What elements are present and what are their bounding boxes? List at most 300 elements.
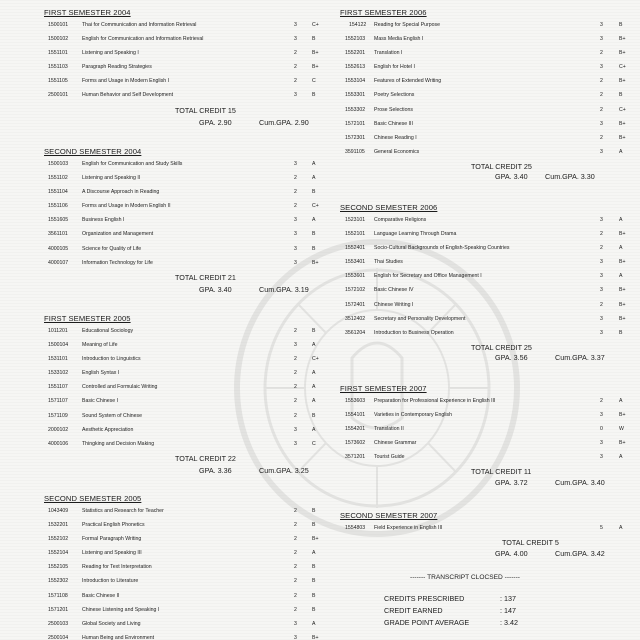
course-title: Chinese Reading I xyxy=(374,134,417,141)
course-title: Features of Extended Writing xyxy=(374,78,442,85)
course-credit: 2 xyxy=(600,301,603,308)
course-grade: A xyxy=(312,620,316,627)
course-grade: B xyxy=(619,92,623,99)
course-credit: 0 xyxy=(600,426,603,433)
course-title: Thai Studies xyxy=(374,259,403,266)
semester-block xyxy=(340,383,636,488)
course-grade: B xyxy=(312,328,316,334)
course-credit: 3 xyxy=(600,454,603,461)
course-grade: C+ xyxy=(619,64,626,71)
course-title: Business English I xyxy=(82,217,125,224)
course-grade: B xyxy=(312,578,316,585)
course-code: 1531101 xyxy=(48,356,68,363)
semester-gpa: GPA. 3.56 xyxy=(495,352,528,362)
course-credit: 2 xyxy=(600,78,603,85)
course-code: 1500102 xyxy=(48,36,69,43)
course-title: Meaning of Life xyxy=(82,342,118,349)
course-code: 1571107 xyxy=(48,398,68,405)
course-row xyxy=(340,436,636,450)
summary-value: : 3.42 xyxy=(500,618,518,627)
course-grade: C xyxy=(312,440,316,447)
semester-gpa: GPA. 3.72 xyxy=(495,478,528,488)
course-row xyxy=(44,171,336,185)
course-row xyxy=(44,74,336,88)
course-title: English for Hotel I xyxy=(374,64,415,71)
course-code: 1533102 xyxy=(48,370,69,377)
course-row xyxy=(340,74,636,88)
course-title: Formal Paragraph Writing xyxy=(82,536,142,543)
semester-totals xyxy=(44,103,336,127)
course-grade: A xyxy=(619,148,623,155)
course-code: 1551106 xyxy=(48,203,68,210)
course-row xyxy=(44,32,336,46)
course-grade: A xyxy=(312,384,316,391)
course-title: General Economics xyxy=(374,148,420,155)
course-row xyxy=(44,88,336,102)
course-credit: 2 xyxy=(294,522,297,529)
course-grade: A xyxy=(312,175,316,182)
course-code: 3571201 xyxy=(345,454,366,461)
course-grade: B+ xyxy=(312,536,319,543)
semester-totals xyxy=(44,451,336,475)
course-title: Reading for Special Purpose xyxy=(374,22,441,28)
course-code: 1553301 xyxy=(345,92,366,99)
course-title: Chinese Writing I xyxy=(374,301,414,308)
course-title: Listening and Speaking II xyxy=(82,175,141,182)
total-credit: TOTAL CREDIT 15 xyxy=(175,105,236,115)
course-row xyxy=(340,32,636,46)
course-code: 1572301 xyxy=(345,134,366,141)
course-title: A Discourse Approach in Reading xyxy=(82,189,160,196)
course-credit: 3 xyxy=(600,259,603,266)
course-row xyxy=(340,422,636,436)
course-row xyxy=(44,574,336,588)
course-grade: B+ xyxy=(619,287,626,294)
course-title: Basic Chinese III xyxy=(374,120,413,127)
course-code: 1571201 xyxy=(48,606,69,613)
course-credit: 3 xyxy=(600,440,603,447)
course-code: 1043409 xyxy=(48,508,69,514)
course-credit: 3 xyxy=(600,412,603,419)
course-title: Global Society and Living xyxy=(82,620,141,627)
course-grade: B+ xyxy=(312,634,319,640)
semester-title: SECOND SEMESTER 2005 xyxy=(44,494,142,503)
course-title: Socio-Cultural Backgrounds of English-Speaking Countries xyxy=(374,245,510,252)
semester-title: SECOND SEMESTER 2006 xyxy=(340,203,438,212)
course-row xyxy=(44,256,336,270)
course-title: Reading for Text Interpretation xyxy=(82,564,152,571)
course-code: 1552104 xyxy=(48,550,69,557)
course-code: 1553104 xyxy=(345,78,366,85)
course-code: 1551101 xyxy=(48,50,68,57)
course-row xyxy=(340,283,636,297)
course-code: 4000105 xyxy=(48,245,69,252)
course-title: Human Being and Environment xyxy=(82,634,155,640)
course-title: Basic Chinese I xyxy=(82,398,119,405)
course-code: 3561101 xyxy=(48,231,68,238)
course-credit: 3 xyxy=(600,64,603,71)
course-credit: 2 xyxy=(600,398,603,404)
semester-block xyxy=(340,7,636,183)
semester-block xyxy=(340,202,636,364)
course-grade: B+ xyxy=(619,301,626,308)
course-code: 1573602 xyxy=(345,440,366,447)
course-row xyxy=(44,242,336,256)
course-credit: 3 xyxy=(600,329,603,336)
course-row xyxy=(340,450,636,464)
course-title: Listening and Speaking III xyxy=(82,550,142,557)
course-code: 1551105 xyxy=(48,78,68,85)
course-credit: 2 xyxy=(294,398,297,405)
course-grade: B+ xyxy=(619,259,626,266)
transcript-summary xyxy=(384,594,584,630)
total-credit: TOTAL CREDIT 25 xyxy=(471,342,532,352)
course-code: 1532201 xyxy=(48,522,69,529)
course-grade: C+ xyxy=(312,356,319,363)
course-row xyxy=(44,394,336,408)
course-title: Language Learning Through Drama xyxy=(374,231,457,238)
course-row xyxy=(44,504,336,518)
course-grade: B+ xyxy=(312,64,319,71)
course-code: 4000107 xyxy=(48,259,69,266)
course-title: Field Experience in English III xyxy=(374,525,443,531)
course-title: Forms and Usage in Modern English I xyxy=(82,78,170,85)
course-grade: B+ xyxy=(619,134,626,141)
course-credit: 2 xyxy=(294,508,297,514)
course-code: 2500103 xyxy=(48,620,69,627)
course-title: Information Technology for Life xyxy=(82,259,153,266)
course-credit: 3 xyxy=(294,231,297,238)
course-row xyxy=(340,298,636,312)
total-credit: TOTAL CREDIT 11 xyxy=(471,467,532,477)
summary-label: CREDITS PRESCRIBED xyxy=(384,594,465,603)
course-credit: 2 xyxy=(294,203,297,210)
semester-block xyxy=(44,313,336,475)
course-row xyxy=(44,227,336,241)
summary-label: CREDIT EARNED xyxy=(384,606,443,615)
course-title: Sound System of Chinese xyxy=(82,412,142,419)
course-row xyxy=(340,18,636,32)
course-row xyxy=(44,60,336,74)
course-credit: 3 xyxy=(294,426,297,433)
course-row xyxy=(44,423,336,437)
course-row xyxy=(340,46,636,60)
course-grade: A xyxy=(312,426,316,433)
course-code: 1552105 xyxy=(48,564,69,571)
course-row xyxy=(44,589,336,603)
course-credit: 3 xyxy=(294,22,297,28)
cumulative-gpa: Cum.GPA. 3.19 xyxy=(259,284,309,294)
course-row xyxy=(44,213,336,227)
cumulative-gpa: Cum.GPA. 3.37 xyxy=(555,352,605,362)
course-code: 1554101 xyxy=(345,412,366,419)
course-grade: A xyxy=(619,217,623,223)
course-grade: A xyxy=(312,161,316,167)
course-title: Prose Selections xyxy=(374,106,413,113)
course-title: Paragraph Reading Strategies xyxy=(82,64,152,71)
course-code: 2500101 xyxy=(48,92,69,99)
cumulative-gpa: Cum.GPA. 3.25 xyxy=(259,465,309,475)
course-grade: B+ xyxy=(619,50,626,57)
course-credit: 2 xyxy=(294,189,297,196)
course-row xyxy=(44,338,336,352)
course-row xyxy=(340,326,636,340)
course-code: 1571108 xyxy=(48,592,68,599)
course-credit: 2 xyxy=(600,106,603,113)
course-title: Practical English Phonetics xyxy=(82,522,145,529)
course-row xyxy=(44,46,336,60)
course-grade: B xyxy=(312,522,316,529)
course-row xyxy=(44,352,336,366)
course-code: 1552201 xyxy=(345,50,366,57)
semester-title: SECOND SEMESTER 2004 xyxy=(44,147,142,156)
course-credit: 2 xyxy=(294,606,297,613)
course-row xyxy=(44,199,336,213)
course-title: Tourist Guide xyxy=(374,454,405,461)
course-grade: A xyxy=(312,217,316,224)
course-grade: B+ xyxy=(619,440,626,447)
semester-totals xyxy=(44,270,336,294)
summary-row xyxy=(384,606,584,618)
semester-totals xyxy=(340,159,636,183)
course-code: 4000106 xyxy=(48,440,69,447)
course-row xyxy=(44,617,336,631)
course-credit: 2 xyxy=(600,50,603,57)
course-title: Translation I xyxy=(374,50,403,57)
course-title: Basic Chinese II xyxy=(82,592,120,599)
course-grade: A xyxy=(619,273,623,280)
course-row xyxy=(340,227,636,241)
cumulative-gpa: Cum.GPA. 3.42 xyxy=(555,549,605,559)
course-code: 1011201 xyxy=(48,328,68,334)
course-grade: B+ xyxy=(619,231,626,238)
course-title: Human Behavior and Self Development xyxy=(82,92,174,99)
course-credit: 5 xyxy=(600,525,603,531)
course-title: Introduction to Linguistics xyxy=(82,356,141,363)
course-grade: C+ xyxy=(312,203,319,210)
course-grade: B xyxy=(312,592,316,599)
course-row xyxy=(44,380,336,394)
course-grade: B+ xyxy=(312,50,319,57)
semester-block xyxy=(44,146,336,294)
course-credit: 2 xyxy=(294,550,297,557)
course-title: Thai for Communication and Information Retrieval xyxy=(82,22,197,28)
course-code: 1552613 xyxy=(345,64,366,71)
course-row xyxy=(340,408,636,422)
course-grade: A xyxy=(619,454,623,461)
course-title: Poetry Selections xyxy=(374,92,415,99)
course-grade: C xyxy=(312,78,316,85)
course-credit: 3 xyxy=(294,634,297,640)
semester-title: SECOND SEMESTER 2007 xyxy=(340,511,438,520)
course-credit: 3 xyxy=(600,22,603,28)
course-code: 1572101 xyxy=(345,120,366,127)
course-grade: A xyxy=(619,245,623,252)
course-title: Translation II xyxy=(374,426,404,433)
course-row xyxy=(44,324,336,338)
total-credit: TOTAL CREDIT 5 xyxy=(502,538,559,548)
semester-totals xyxy=(340,535,636,559)
course-credit: 3 xyxy=(294,245,297,252)
course-code: 1551102 xyxy=(48,175,68,182)
semester-title: FIRST SEMESTER 2007 xyxy=(340,384,427,393)
course-title: Thingking and Decision Making xyxy=(82,440,155,447)
course-code: 3591105 xyxy=(345,148,365,155)
course-row xyxy=(44,18,336,32)
course-title: Chinese Grammar xyxy=(374,440,417,447)
course-grade: A xyxy=(312,370,316,377)
course-title: Chinese Listening and Speaking I xyxy=(82,606,160,613)
semester-title: FIRST SEMESTER 2006 xyxy=(340,8,427,17)
course-code: 3561204 xyxy=(345,329,366,336)
course-code: 1551104 xyxy=(48,189,68,196)
course-code: 1552401 xyxy=(345,245,366,252)
course-grade: B xyxy=(312,189,316,196)
course-code: 1552302 xyxy=(48,578,69,585)
course-credit: 2 xyxy=(294,384,297,391)
course-title: English for Communication and Study Skills xyxy=(82,161,183,167)
summary-row xyxy=(384,594,584,606)
course-grade: B+ xyxy=(619,78,626,85)
course-title: English Syntax I xyxy=(82,370,120,377)
transcript-closed-note: ------- TRANSCRIPT CLOCSED ------- xyxy=(410,574,521,581)
course-grade: B xyxy=(312,508,316,514)
course-grade: B+ xyxy=(619,36,626,43)
course-row xyxy=(340,521,636,535)
course-grade: B xyxy=(312,36,316,43)
course-credit: 2 xyxy=(294,412,297,419)
course-row xyxy=(44,518,336,532)
semester-gpa: GPA. 4.00 xyxy=(495,549,528,559)
course-title: Mass Media English I xyxy=(374,36,424,43)
course-grade: B xyxy=(312,245,316,252)
course-credit: 2 xyxy=(294,78,297,85)
course-title: Forms and Usage in Modern English II xyxy=(82,203,171,210)
course-grade: C+ xyxy=(619,106,626,113)
course-grade: B xyxy=(619,329,623,336)
course-row xyxy=(44,631,336,640)
course-row xyxy=(340,241,636,255)
course-title: Organization and Management xyxy=(82,231,154,238)
total-credit: TOTAL CREDIT 22 xyxy=(175,453,236,463)
course-credit: 2 xyxy=(600,92,603,99)
course-title: Listening and Speaking I xyxy=(82,50,139,57)
course-row xyxy=(340,117,636,131)
course-credit: 3 xyxy=(600,120,603,127)
course-row xyxy=(340,269,636,283)
course-code: 1553603 xyxy=(345,398,366,404)
course-row xyxy=(44,560,336,574)
course-grade: B xyxy=(619,22,623,28)
course-row xyxy=(44,532,336,546)
course-row xyxy=(340,60,636,74)
course-credit: 3 xyxy=(600,36,603,43)
course-grade: B+ xyxy=(312,259,319,266)
total-credit: TOTAL CREDIT 21 xyxy=(175,272,236,282)
course-title: Educational Sociology xyxy=(82,328,134,334)
course-grade: W xyxy=(619,426,624,433)
course-row xyxy=(340,213,636,227)
semester-gpa: GPA. 3.36 xyxy=(199,465,232,475)
course-credit: 3 xyxy=(294,620,297,627)
course-code: 1551107 xyxy=(48,384,68,391)
course-grade: A xyxy=(312,398,316,405)
semester-block xyxy=(44,493,336,640)
course-code: 1551103 xyxy=(48,64,68,71)
course-grade: A xyxy=(312,550,316,557)
course-code: 1553302 xyxy=(345,106,366,113)
course-row xyxy=(340,255,636,269)
semester-gpa: GPA. 3.40 xyxy=(199,284,232,294)
course-credit: 3 xyxy=(600,273,603,280)
course-row xyxy=(340,103,636,117)
course-grade: C+ xyxy=(312,22,319,28)
course-code: 1500103 xyxy=(48,161,69,167)
course-row xyxy=(340,312,636,326)
total-credit: TOTAL CREDIT 25 xyxy=(471,161,532,171)
course-code: 1553401 xyxy=(345,259,366,266)
semester-block xyxy=(44,7,336,127)
cumulative-gpa: Cum.GPA. 2.90 xyxy=(259,117,309,127)
course-grade: B+ xyxy=(619,120,626,127)
course-credit: 3 xyxy=(600,315,603,322)
course-grade: B+ xyxy=(619,315,626,322)
course-title: Comparative Religions xyxy=(374,217,427,223)
course-grade: B xyxy=(312,564,316,571)
course-credit: 3 xyxy=(600,217,603,223)
course-title: Controlled and Formulaic Writing xyxy=(82,384,158,391)
course-code: 1551605 xyxy=(48,217,69,224)
course-credit: 2 xyxy=(294,370,297,377)
course-credit: 3 xyxy=(294,342,297,349)
course-code: 1552103 xyxy=(345,36,366,43)
course-code: 1523101 xyxy=(345,217,366,223)
course-code: 1571109 xyxy=(48,412,68,419)
course-credit: 2 xyxy=(294,564,297,571)
course-code: 1553601 xyxy=(345,273,366,280)
course-credit: 2 xyxy=(600,134,603,141)
course-credit: 3 xyxy=(600,148,603,155)
course-title: English for Secretary and Office Management I xyxy=(374,273,482,280)
course-row xyxy=(44,603,336,617)
summary-row xyxy=(384,618,584,630)
course-credit: 3 xyxy=(294,440,297,447)
course-row xyxy=(340,88,636,102)
course-code: 154122 xyxy=(349,22,367,28)
course-credit: 2 xyxy=(600,245,603,252)
cumulative-gpa: Cum.GPA. 3.40 xyxy=(555,478,605,488)
course-row xyxy=(44,185,336,199)
course-code: 1552101 xyxy=(345,231,366,238)
course-row xyxy=(340,145,636,159)
course-grade: A xyxy=(619,525,623,531)
course-credit: 3 xyxy=(600,287,603,294)
course-credit: 2 xyxy=(294,328,297,334)
course-row xyxy=(340,394,636,408)
course-grade: B xyxy=(312,231,316,238)
course-code: 3512402 xyxy=(345,315,366,322)
course-credit: 3 xyxy=(294,217,297,224)
course-grade: A xyxy=(312,342,316,349)
course-row xyxy=(44,546,336,560)
course-title: Secretary and Personality Development xyxy=(374,315,466,322)
semester-totals xyxy=(340,340,636,364)
course-credit: 2 xyxy=(294,592,297,599)
course-row xyxy=(44,409,336,423)
semester-gpa: GPA. 3.40 xyxy=(495,171,528,181)
course-code: 1554201 xyxy=(345,426,366,433)
semester-gpa: GPA. 2.90 xyxy=(199,117,232,127)
